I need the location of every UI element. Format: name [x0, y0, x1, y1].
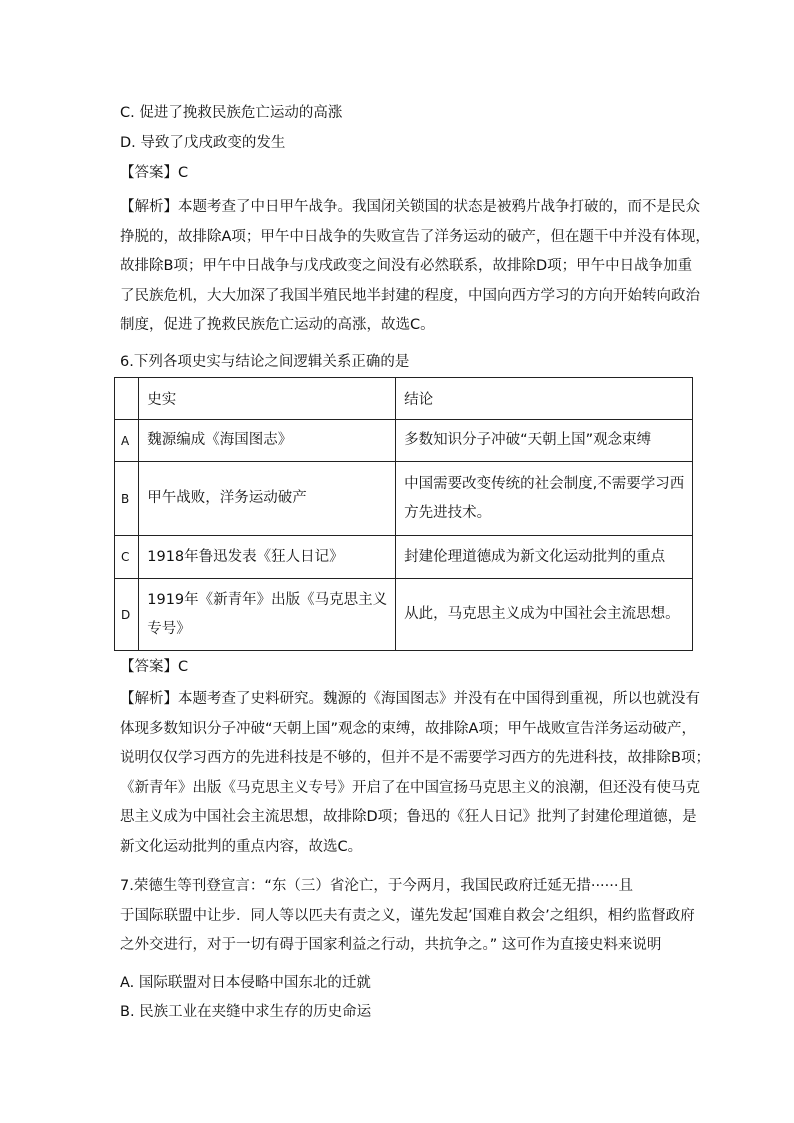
row-conclusion: [396, 536, 693, 579]
conclusion-line: 从此，马克思主义成为中国社会主流思想。: [404, 606, 680, 622]
table-row: [115, 420, 693, 462]
row-fact: [139, 579, 396, 651]
header-cell-conclusion: 结论: [396, 378, 693, 420]
option-c-q5: C. 促进了挽救民族危亡运动的高涨: [120, 105, 343, 121]
header-cell-fact: 史实: [139, 378, 396, 420]
question-7: [120, 872, 695, 961]
table-header-row: [115, 378, 693, 420]
analysis-q5-line: 挣脱的，故排除A项；甲午中日战争的失败宣告了洋务运动的破产，但在题干中并没有体现，: [120, 228, 710, 245]
analysis-q5-line: 了民族危机，大大加深了我国半殖民地半封建的程度，中国向西方学习的方向开始转向政治: [120, 287, 700, 304]
row-conclusion: [396, 462, 693, 536]
question-7-line: 之外交进行，对于一切有碍于国家利益之行动，共抗争之。” 这可作为直接史料来说明: [120, 937, 662, 953]
analysis-q5: [120, 193, 710, 341]
option-d-q5: D. 导致了戊戌政变的发生: [120, 135, 286, 151]
answer-q5: 【答案】C: [120, 165, 189, 181]
analysis-q5-line: 【解析】本题考查了中日甲午战争。我国闭关锁国的状态是被鸦片战争打破的，而不是民众: [120, 199, 700, 215]
analysis-q6-line: 《新青年》出版《马克思主义专号》开启了在中国宣扬马克思主义的浪潮，但还没有使马克: [120, 779, 700, 796]
option-a-q7: A. 国际联盟对日本侵略中国东北的迁就: [120, 975, 371, 991]
table-row: [115, 536, 693, 579]
fact-line: 甲午战败，洋务运动破产: [147, 490, 307, 506]
question-7-line: 于国际联盟中让步．同人等以匹夫有责之义，谨先发起’国难自救会’之组织，相约监督政府: [120, 907, 695, 924]
analysis-q6-line: 体现多数知识分子冲破“天朝上国”观念的束缚，故排除A项；甲午战败宣告洋务运动破产，: [120, 720, 696, 737]
analysis-q6-line: 【解析】本题考查了史料研究。魏源的《海国图志》并没有在中国得到重视，所以也就没有: [120, 691, 700, 707]
conclusion-line: 方先进技术。: [404, 504, 492, 521]
analysis-q6-line: 新文化运动批判的重点内容，故选C。: [120, 838, 363, 855]
conclusion-line: 封建伦理道德成为新文化运动批判的重点: [404, 548, 666, 565]
fact-line: 1919年《新青年》出版《马克思主义: [147, 591, 388, 608]
answer-q6: 【答案】C: [120, 659, 189, 675]
analysis-q6-line: 说明仅仅学习西方的先进科技是不够的，但并不是不需要学习西方的先进科技，故排除B项；: [120, 750, 710, 766]
option-b-q7: B. 民族工业在夹缝中求生存的历史命运: [120, 1004, 372, 1020]
conclusion-line: 多数知识分子冲破“天朝上国”观念束缚: [404, 432, 652, 448]
header-cell-blank: [115, 378, 139, 420]
facts-conclusions-table: [114, 377, 693, 651]
analysis-q5-line: 故排除B项；甲午中日战争与戊戌政变之间没有必然联系，故排除D项；甲午中日战争加重: [120, 258, 693, 274]
row-label: D: [115, 579, 139, 651]
question-6: 6.下列各项史实与结论之间逻辑关系正确的是: [120, 354, 410, 370]
conclusion-line: 中国需要改变传统的社会制度,不需要学习西: [404, 475, 685, 492]
row-label: C: [115, 536, 139, 579]
row-conclusion: [396, 579, 693, 651]
fact-line: 魏源编成《海国图志》: [147, 432, 293, 448]
table-row: [115, 579, 693, 651]
row-fact: [139, 462, 396, 536]
row-fact: [139, 420, 396, 462]
fact-line: 专号》: [147, 620, 191, 637]
analysis-q6: [120, 685, 710, 862]
table-row: [115, 462, 693, 536]
analysis-q6-line: 思主义成为中国社会主流思想，故排除D项；鲁迅的《狂人日记》批判了封建伦理道德，是: [120, 809, 697, 825]
row-label: A: [115, 420, 139, 462]
analysis-q5-line: 制度，促进了挽救民族危亡运动的高涨，故选C。: [120, 317, 435, 333]
fact-line: 1918年鲁迅发表《狂人日记》: [147, 548, 344, 565]
row-label: B: [115, 462, 139, 536]
question-7-line: 7.荣德生等刊登宣言：“东（三）省沦亡，于今两月，我国民政府迁延无措······且: [120, 878, 633, 894]
row-conclusion: [396, 420, 693, 462]
row-fact: [139, 536, 396, 579]
